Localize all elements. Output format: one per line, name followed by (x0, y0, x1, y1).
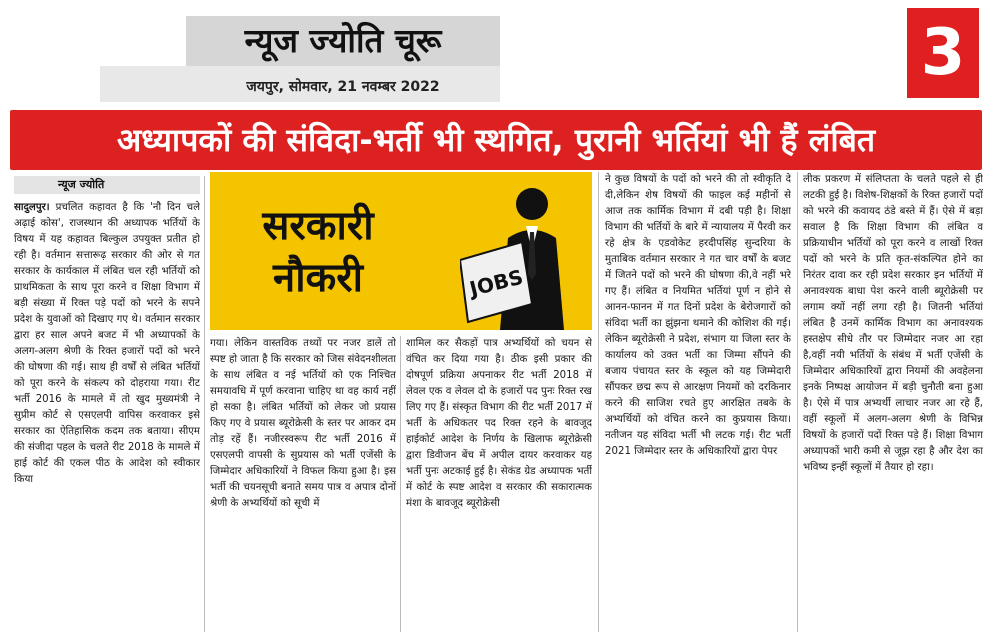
newspaper-name: न्यूज ज्योति चूरू (244, 21, 442, 60)
image-caption-line-1: सरकारी (262, 203, 374, 249)
article-column-1-text: प्रचलित कहावत है कि 'नौ दिन चले अढ़ाई कोस', राजस्थान की अध्यापक भर्तियों के विषय में यह कहावत बिल्कुल उपयुक्त प्रतीत हो रही है। वर्तमान सत्तारूढ़ सरकार की ओर से गत सरकार के कार्यकाल में लंबित चल रही भर्तियों को प्राथमिकता के साथ पूरा करने व शिक्षा विभाग में बड़ी संख्या में रिक्त पड़े पदों को भरने के सपने प्रदेश के युवाओं को दिखाए गए थे। वर्तमान सरकार द्वारा हर साल अपने बजट में भी अध्यापकों के अलग-अलग श्रेणी के रिक्त हजारों पदों को भरने की घोषणा की गई। साथ ही वर्षों से लंबित भर्तियों को पूरा करने के संकल्प को दोहराया गया। रीट भर्ती 2016 के मामले में तो खुद मुख्यमंत्री ने सुप्रीम कोर्ट से एसएलपी वापिस करवाकर इसे सरकार का ऐतिहासिक कदम तक बताया। सीएम की संजीदा पहल के चलते रीट 2018 के मामले में हाई कोर्ट की एकल पीठ के आदेश को स्वीकार किया (14, 202, 200, 485)
column-divider (797, 172, 798, 632)
article-column-3: शामिल कर सैकड़ों पात्र अभ्यर्थियों को चयन से वंचित कर दिया गया है। ठीक इसी प्रकार की दोषपूर्ण प्रक्रिया अपनाकर रीट भर्ती 2018 में लेवल एक व लेवल दो के हजारों पद पुनः रिक्त रख लिए गए हैं। संस्कृत विभाग की रीट भर्ती 2017 में भर्ती के अधिकतर पद रिक्त रहने के बावजूद हाईकोर्ट आदेश के निर्णय के खिलाफ ब्यूरोक्रेसी द्वारा डिवीजन बेंच में अपील दायर करवाकर यह भर्ती पुनः अटकाई हुई है। सेकंड ग्रेड अध्यापक भर्ती में कोर्ट के स्पष्ट आदेश व सरकार की सकारात्मक मंशा के बावजूद ब्यूरोक्रेसी (406, 338, 592, 509)
byline: न्यूज ज्योति (14, 176, 200, 194)
masthead (0, 0, 999, 108)
article-column-2: गया। लेकिन वास्तविक तथ्यों पर नजर डालें तो स्पष्ट हो जाता है कि सरकार को जिस संवेदनशीलता के साथ लंबित व नई भर्तियों को एक निश्चित समयावधि में पूर्ण करवाना चाहिए था वह कार्य नहीं हो सका है। लंबित भर्तियों को लेकर जो प्रयास किए गए वे प्रयास ब्यूरोक्रेसी के स्तर पर आकर दम तोड़ रहें हैं। नजीरस्वरूप रीट भर्ती 2016 में एसएलपी वापसी के सुप्रयास को भर्ती एजेंसी के जिम्मेदार अधिकारियों ने विफल किया हुआ है। इस भर्ती की चयनसूची बनाते समय पात्र व अपात्र दोनों श्रेणी के अभ्यर्थियों को सूची में (210, 338, 396, 509)
article-column-4: ने कुछ विषयों के पदों को भरने की तो स्वीकृति दे दी,लेकिन शेष विषयों की फाइल कई महीनों से आज तक कार्मिक विभाग में दबी पड़ी है। शिक्षा विभाग की भर्तियों के बारे में न्यायालय में पैरवी कर रहे क्षेत्र के एडवोकेट हरदीपसिंह सुन्दरिया के मुताबिक वर्तमान सरकार ने गत चार वर्षों के बजट में जितने पदों को भरने की घोषणा की,वे नहीं भरे गए हैं। लंबित व नियमित भर्तियां पूर्ण न होने से आनन-फानन में गत दिनों प्रदेश के बेरोजगारों को संविदा भर्ती का झुंझना थमाने की कोशिश की गई। लेकिन ब्यूरोक्रेसी ने प्रदेश, संभाग या जिला स्तर के कार्यालय को उक्त भर्ती का जिम्मा सौंपने की बजाय पंचायत स्तर के स्कूल को यह जिम्मेदारी सौंपकर छद्म रूप से आरक्षण नियमों को दरकिनार करने की साजिश रचते हुए आरक्षित तबके के अभ्यर्थियों को वंचित करने का कुप्रयास किया। नतीजन यह संविदा भर्ती भी लटक गई। रीट भर्ती 2021 जिम्मेदार स्तर के अधिकारियों द्वारा पेपर (605, 174, 791, 457)
column-divider (204, 176, 205, 632)
person-head (516, 188, 548, 220)
image-caption-line-2: नौकरी (273, 255, 363, 301)
dateline-place: सादुलपुर। (14, 202, 50, 213)
column-divider (400, 336, 401, 632)
job-seeker-illustration (460, 182, 580, 330)
page-number: 3 (907, 8, 979, 98)
column-divider (598, 172, 599, 632)
article-column-5: लीक प्रकरण में संलिप्तता के चलते पहले से ही लटकी हुई है। विशेष-शिक्षकों के रिक्त हजारों पदों को भरने की कवायद ठंडे बस्ते में हैं। ऐसे में बड़ा सवाल है कि शिक्षा विभाग की लंबित व प्रक्रियाधीन भर्तियों को पूरा करने व लाखों रिक्त पदों को भरने के प्रति कृत-संकल्पित होने का निरंतर दावा कर रही प्रदेश सरकार इन भर्तियों में अनावश्यक बाधा पेश करने वाली ब्यूरोक्रेसी पर लगाम क्यों नहीं लगा रही है। जितनी भर्तियां लंबित है उनमें कार्मिक विभाग का अनावश्यक हस्तक्षेप सीधे तौर पर जिम्मेदार नजर आ रहा है,वहीं नयी भर्तियों के संबंध में भर्ती एजेंसी के जिम्मेदार अधिकारियों द्वारा नियमों की अवहेलना इनके निष्पक्ष आयोजन में बड़ी चुनौती बना हुआ है। ऐसे में पात्र अभ्यर्थी लाचार नजर आ रहे हैं, वहीं स्कूलों में अलग-अलग श्रेणी के विभिन्न विषयों के हजारों पदों रिक्त पड़े हैं। शिक्षा विभाग अध्यापकों भारी कमी से जूझ रहा है और देश का भविष्य इन्हीं स्कूलों में तैयार हो रहा। (803, 174, 983, 473)
sarkari-naukri-image (210, 172, 592, 330)
jobs-sign-text: JOBS (467, 264, 526, 302)
dateline: जयपुर, सोमवार, 21 नवम्बर 2022 (246, 79, 440, 95)
headline: अध्यापकों की संविदा-भर्ती भी स्थगित, पुरानी भर्तियां भी हैं लंबित (116, 121, 876, 159)
article-column-1 (14, 200, 200, 632)
